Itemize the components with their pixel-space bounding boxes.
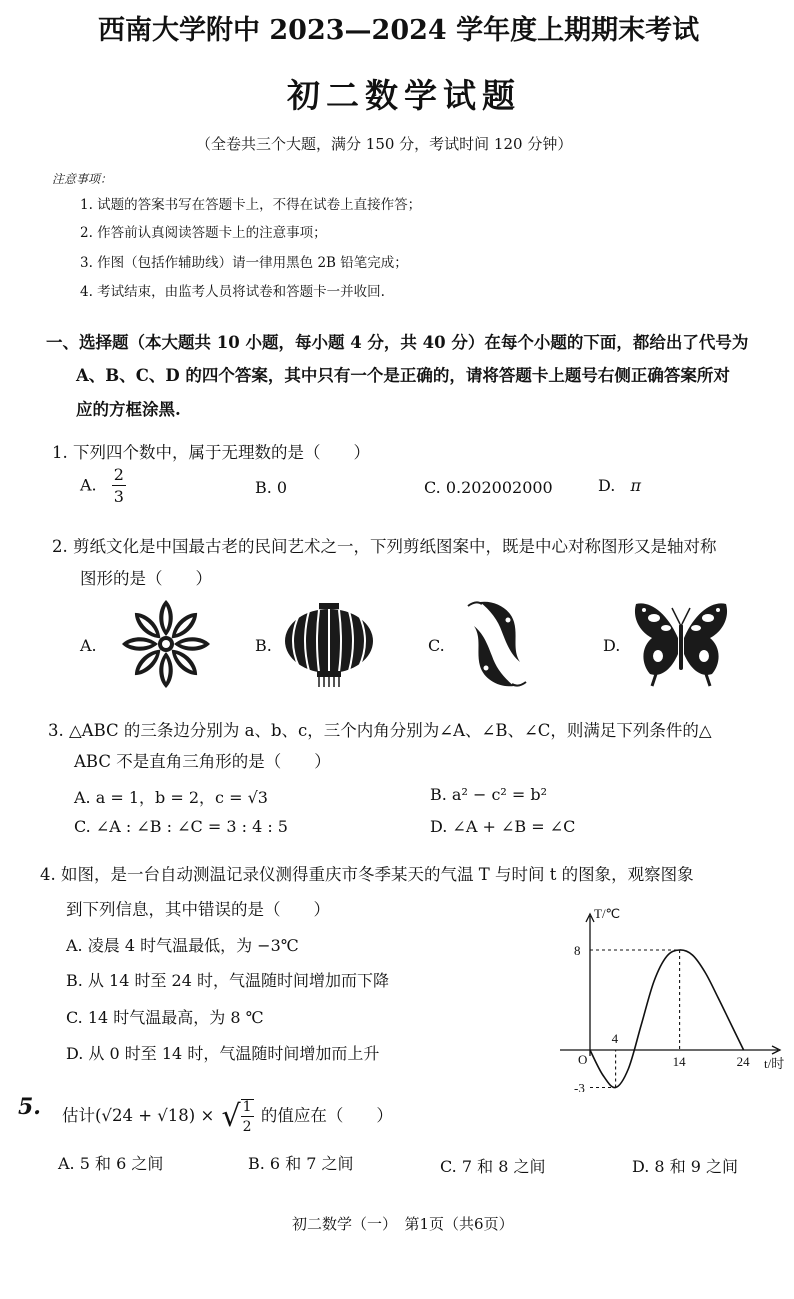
exam-subject-title: 初二数学试题 <box>287 76 521 115</box>
question-3-option-b: B. a² − c² = b² <box>430 785 548 804</box>
note-item-1: 1. 试题的答案书写在答题卡上，不得在试卷上直接作答； <box>80 197 422 213</box>
x-tick-4: 4 <box>611 1031 619 1046</box>
radical-sign: √ <box>221 1099 241 1134</box>
pi-symbol: π <box>630 476 641 495</box>
fraction <box>112 467 126 505</box>
question-1-option-d <box>598 476 641 495</box>
question-2-option-b-label: B. <box>255 636 272 655</box>
temperature-time-graph <box>552 906 794 1092</box>
question-1-option-c: C. 0.202002000 <box>424 478 553 497</box>
origin-label: O <box>578 1052 588 1067</box>
note-item-2: 2. 作答前认真阅读答题卡上的注意事项； <box>80 225 327 241</box>
option-d-label: D. <box>598 476 616 495</box>
question-5-option-a: A. 5 和 6 之间 <box>58 1154 164 1173</box>
section-1-line-1: 一、选择题（本大题共 10 小题，每小题 4 分，共 40 分）在每个小题的下面，都给出了代号为 <box>46 333 749 352</box>
exam-info-subtitle: （全卷共三个大题，满分 150 分，考试时间 120 分钟） <box>196 135 573 153</box>
x-axis-label: t/时 <box>764 1056 785 1071</box>
lantern-papercut-icon <box>283 603 375 689</box>
flower-papercut-icon <box>120 598 212 690</box>
question-2-option-a-label: A. <box>80 636 97 655</box>
butterfly-papercut-icon <box>632 598 730 688</box>
note-item-4: 4. 考试结束，由监考人员将试卷和答题卡一并收回. <box>80 284 385 300</box>
fraction-denominator: 3 <box>113 487 124 506</box>
question-4-option-a: A. 凌晨 4 时气温最低，为 −3℃ <box>66 936 299 955</box>
question-3-stem-line-2: ABC 不是直角三角形的是（ ） <box>74 752 331 771</box>
question-2-option-c-label: C. <box>428 636 445 655</box>
y-axis-label: T/℃ <box>594 906 621 921</box>
question-1-option-b: B. 0 <box>255 478 288 497</box>
notes-heading: 注意事项： <box>52 172 113 186</box>
section-1-line-2: A、B、C、D 的四个答案，其中只有一个是正确的，请将答题卡上题号右侧正确答案所对 <box>76 366 730 385</box>
question-4-stem-line-2: 到下列信息，其中错误的是（ ） <box>66 900 330 919</box>
question-5-tail: 的值应在（ ） <box>260 1106 393 1125</box>
radicand-fraction <box>241 1099 254 1134</box>
question-2-stem-line-2: 图形的是（ ） <box>80 569 212 588</box>
question-5-expression: 估计(√24 + √18) × <box>62 1106 215 1125</box>
question-3-option-c: C. ∠A : ∠B : ∠C = 3 : 4 : 5 <box>74 817 288 836</box>
sqrt-fraction <box>222 1099 254 1134</box>
question-3-stem-line-1: 3. △ABC 的三条边分别为 a、b、c，三个内角分别为∠A、∠B、∠C，则满足下列条件的△ <box>48 721 712 740</box>
question-3-option-a: A. a = 1，b = 2，c = √3 <box>74 788 268 807</box>
question-2-stem-line-1: 2. 剪纸文化是中国最古老的民间艺术之一，下列剪纸图案中，既是中心对称图形又是轴对称 <box>52 537 717 556</box>
question-4-option-d: D. 从 0 时至 14 时，气温随时间增加而上升 <box>66 1044 380 1063</box>
x-tick-24: 24 <box>736 1054 750 1069</box>
question-1-option-a <box>80 467 126 505</box>
radicand-denominator: 2 <box>242 1119 252 1135</box>
exam-header-title: 西南大学附中 2023—2024 学年度上期期末考试 <box>98 15 700 46</box>
question-5-option-b: B. 6 和 7 之间 <box>248 1154 354 1173</box>
koi-fish-papercut-icon <box>458 598 538 690</box>
temperature-curve <box>590 950 744 1088</box>
y-tick-8: 8 <box>574 943 581 958</box>
fraction-numerator: 2 <box>113 465 124 484</box>
question-5-stem <box>62 1099 393 1134</box>
question-4-option-b: B. 从 14 时至 24 时，气温随时间增加而下降 <box>66 971 389 990</box>
section-1-line-3: 应的方框涂黑. <box>76 400 181 419</box>
x-tick-14: 14 <box>672 1054 686 1069</box>
option-a-label: A. <box>80 475 97 495</box>
question-3-option-d: D. ∠A + ∠B = ∠C <box>430 817 576 836</box>
note-item-3: 3. 作图（包括作辅助线）请一律用黑色 2B 铅笔完成； <box>80 255 408 271</box>
question-1-stem: 1. 下列四个数中，属于无理数的是（ ） <box>52 443 370 462</box>
y-tick-minus-3: -3 <box>574 1080 585 1092</box>
radicand-numerator: 1 <box>242 1099 252 1115</box>
question-5-option-d: D. 8 和 9 之间 <box>632 1157 739 1176</box>
question-5-number: 5. <box>18 1094 41 1120</box>
question-2-option-d-label: D. <box>603 636 621 655</box>
question-4-stem-line-1: 4. 如图，是一台自动测温记录仪测得重庆市冬季某天的气温 T 与时间 t 的图象，观察图象 <box>40 865 694 884</box>
question-4-option-c: C. 14 时气温最高，为 8 ℃ <box>66 1008 264 1027</box>
question-5-option-c: C. 7 和 8 之间 <box>440 1157 546 1176</box>
page-footer: 初二数学（一） 第1页（共6页） <box>292 1215 514 1233</box>
